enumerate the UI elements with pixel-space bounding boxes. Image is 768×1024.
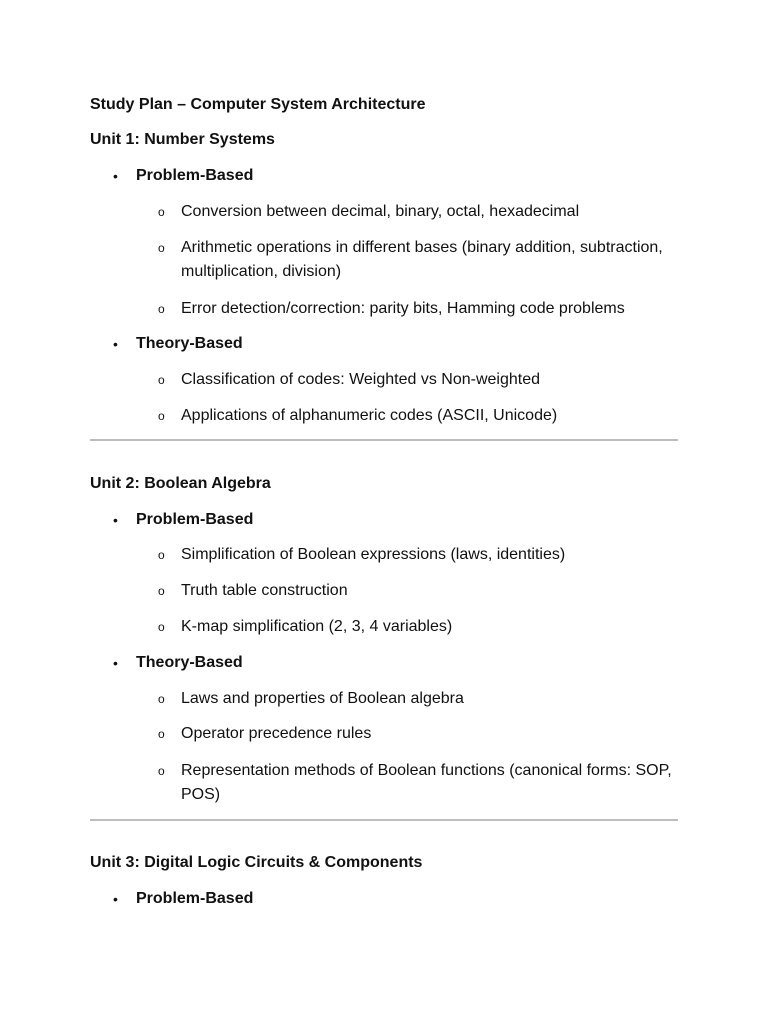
unit-2-heading: Unit 2: Boolean Algebra (90, 475, 271, 492)
sub-bullet: o (158, 409, 165, 423)
unit-1-theory-label: Theory-Based (136, 335, 243, 352)
list-item: Truth table construction (181, 582, 348, 599)
list-item: K-map simplification (2, 3, 4 variables) (181, 618, 453, 635)
unit-3-problem-label: Problem-Based (136, 890, 254, 907)
sub-bullet: o (158, 548, 165, 562)
sub-bullet: o (158, 692, 165, 706)
bullet: • (113, 168, 118, 184)
document-title: Study Plan – Computer System Architecture (90, 96, 426, 113)
list-item-continuation: POS) (181, 786, 221, 803)
unit-3-heading: Unit 3: Digital Logic Circuits & Components (90, 854, 423, 871)
section-divider (90, 819, 678, 821)
list-item-continuation: multiplication, division) (181, 263, 342, 280)
list-item: Arithmetic operations in different bases (binary addition, subtraction, (181, 239, 663, 256)
list-item: Conversion between decimal, binary, octal, hexadecimal (181, 203, 580, 220)
sub-bullet: o (158, 620, 165, 634)
list-item: Representation methods of Boolean functions (canonical forms: SOP, (181, 762, 672, 779)
sub-bullet: o (158, 764, 165, 778)
sub-bullet: o (158, 302, 165, 316)
unit-2-theory-label: Theory-Based (136, 654, 243, 671)
sub-bullet: o (158, 373, 165, 387)
bullet: • (113, 891, 118, 907)
unit-1-problem-label: Problem-Based (136, 167, 254, 184)
bullet: • (113, 512, 118, 528)
bullet: • (113, 655, 118, 671)
list-item: Simplification of Boolean expressions (laws, identities) (181, 546, 566, 563)
list-item: Applications of alphanumeric codes (ASCII, Unicode) (181, 407, 558, 424)
sub-bullet: o (158, 727, 165, 741)
sub-bullet: o (158, 584, 165, 598)
list-item: Operator precedence rules (181, 725, 372, 742)
sub-bullet: o (158, 205, 165, 219)
unit-2-problem-label: Problem-Based (136, 511, 254, 528)
list-item: Error detection/correction: parity bits, Hamming code problems (181, 300, 625, 317)
unit-1-heading: Unit 1: Number Systems (90, 131, 275, 148)
section-divider (90, 439, 678, 441)
bullet: • (113, 336, 118, 352)
sub-bullet: o (158, 241, 165, 255)
list-item: Classification of codes: Weighted vs Non-weighted (181, 371, 540, 388)
list-item: Laws and properties of Boolean algebra (181, 690, 464, 707)
